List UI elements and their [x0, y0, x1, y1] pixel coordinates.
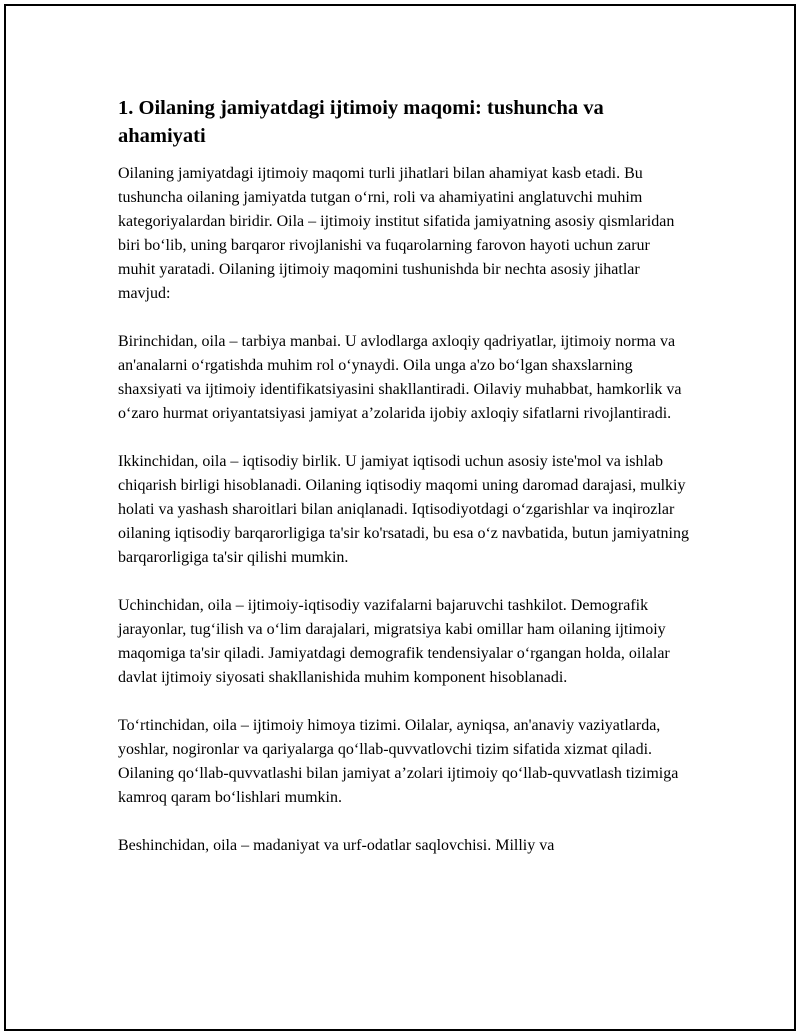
section-heading: 1. Oilaning jamiyatdagi ijtimoiy maqomi: tushuncha va ahamiyati — [118, 97, 604, 147]
paragraph-second-point: Ikkinchidan, oila – iqtisodiy birlik. U jamiyat iqtisodi uchun asosiy iste'mol va ishlab chiqarish birligi hisoblanadi. Oilaning iqtisodiy maqomi uning daromad darajasi, mulkiy holati va yashash sharoitlari bilan aniqlanadi. Iqtisodiyotdagi o‘zgarishlar va inqirozlar oilaning iqtisodiy barqarorligiga ta'sir ko'rsatadi, bu esa o‘z navbatida, butun jamiyatning barqarorligiga ta'sir qilishi mumkin. — [118, 453, 689, 566]
paragraph-intro: Oilaning jamiyatdagi ijtimoiy maqomi turli jihatlari bilan ahamiyat kasb etadi. Bu tushuncha oilaning jamiyatda tutgan o‘rni, roli va ahamiyatini anglatuvchi muhim kategoriyalardan biridir. Oila – ijtimoiy institut sifatida jamiyatning asosiy qismlaridan biri bo‘lib, uning barqaror rivojlanishi va fuqarolarning farovon hayoti uchun zarur muhit yaratadi. Oilaning ijtimoiy maqomini tushunishda bir nechta asosiy jihatlar mavjud: — [118, 165, 675, 302]
paragraph-first-point: Birinchidan, oila – tarbiya manbai. U avlodlarga axloqiy qadriyatlar, ijtimoiy norma va an'analarni o‘rgatishda muhim rol o‘ynaydi. Oila unga a'zo bo‘lgan shaxslarning shaxsiyati va ijtimoiy identifikatsiyasini shakllantiradi. Oilaviy muhabbat, hamkorlik va o‘zaro hurmat oriyantatsiyasi jamiyat a’zolarida ijobiy axloqiy sifatlarni rivojlantiradi. — [118, 333, 682, 422]
paragraph-fourth-point: To‘rtinchidan, oila – ijtimoiy himoya tizimi. Oilalar, ayniqsa, an'anaviy vaziyatlarda, yoshlar, nogironlar va qariyalarga qo‘llab-quvvatlovchi tizim sifatida xizmat qiladi. Oilaning qo‘llab-quvvatlashi bilan jamiyat a’zolari ijtimoiy qo‘llab-quvvatlash tizimiga kamroq qaram bo‘lishlari mumkin. — [118, 717, 679, 806]
paragraph-fifth-point: Beshinchidan, oila – madaniyat va urf-odatlar saqlovchisi. Milliy va — [118, 837, 555, 854]
document-body — [118, 94, 690, 882]
paragraph-third-point: Uchinchidan, oila – ijtimoiy-iqtisodiy vazifalarni bajaruvchi tashkilot. Demografik jarayonlar, tug‘ilish va o‘lim darajalari, migratsiya kabi omillar ham oilaning ijtimoiy maqomiga ta'sir qiladi. Jamiyatdagi demografik tendensiyalar o‘rgangan holda, oilalar davlat ijtimoiy siyosati shakllanishida muhim komponent hisoblanadi. — [118, 597, 670, 686]
